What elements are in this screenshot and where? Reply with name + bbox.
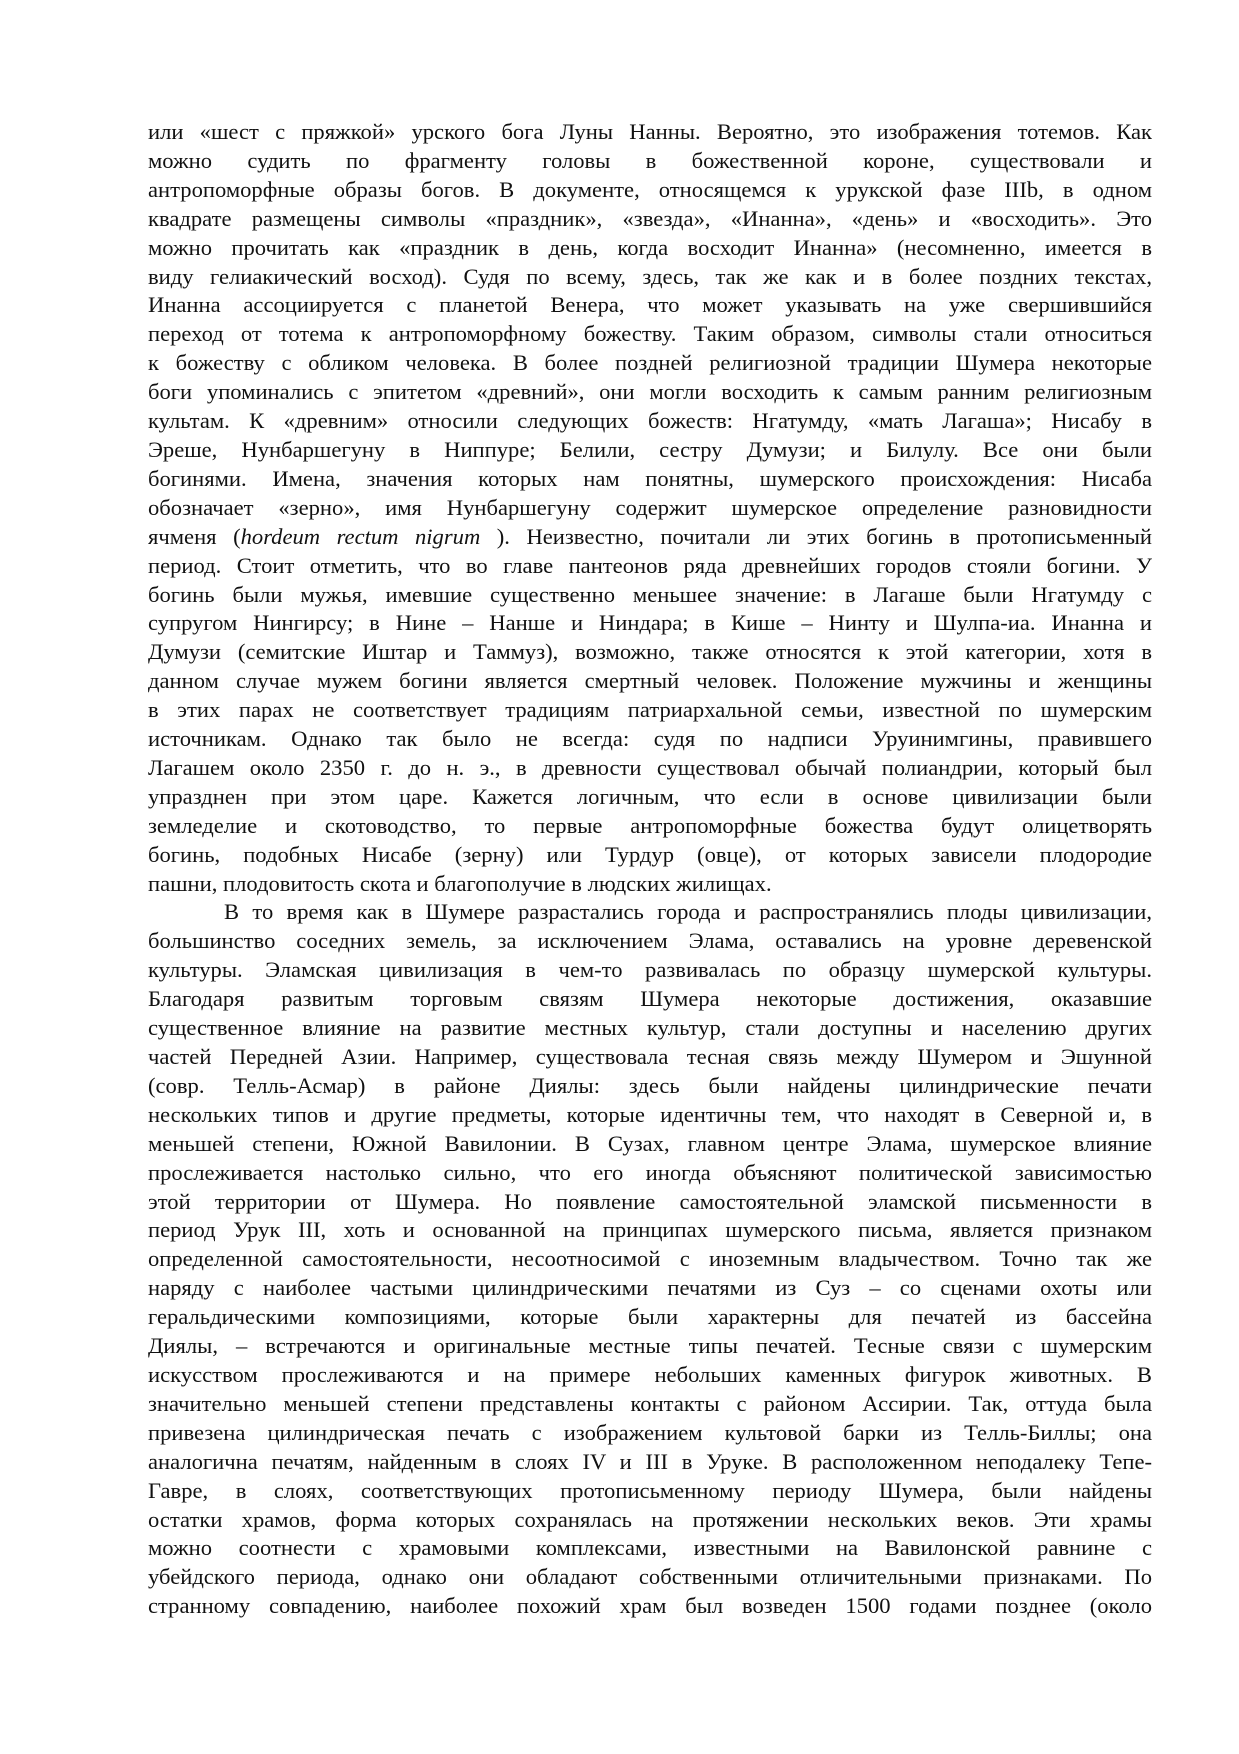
text-line: квадрате размещены символы «праздник», «звезда», «Инанна», «день» и «восходить». Это — [148, 205, 1152, 231]
text-line: геральдическими композициями, которые были характерны для печатей из бассейна — [148, 1304, 1152, 1330]
text-line: Диялы, – встречаются и оригинальные местные типы печатей. Тесные связи с шумерским — [148, 1333, 1152, 1359]
text-line: частей Передней Азии. Например, существовала тесная связь между Шумером и Эшунной — [148, 1044, 1152, 1069]
text-line: привезена цилиндрическая печать с изображением культовой барки из Телль-Биллы; она — [148, 1419, 1152, 1445]
document-page — [148, 118, 1152, 1621]
text-paragraph — [148, 898, 1152, 1621]
text-line: можно судить по фрагменту головы в божественной короне, существовали и — [148, 147, 1152, 173]
text-line: данном случае мужем богини является смертный человек. Положение мужчины и женщины — [148, 668, 1152, 694]
text-line: существенное влияние на развитие местных культур, стали доступны и населению других — [148, 1015, 1152, 1041]
text-line: В то время как в Шумере разрастались города и распространялись плоды цивилизации, — [224, 899, 1152, 925]
text-line: виду гелиакический восход). Судя по всему, здесь, так же как и в более поздних текстах, — [148, 263, 1152, 289]
text-line: значительно меньшей степени представлены контакты с районом Ассирии. Так, оттуда была — [148, 1390, 1152, 1416]
text-line: богинями. Имена, значения которых нам понятны, шумерского происхождения: Нисаба — [148, 465, 1152, 491]
text-line: упразднен при этом царе. Кажется логичным, что если в основе цивилизации были — [148, 783, 1152, 809]
text-line: в этих парах не соответствует традициям патриархальной семьи, известной по шумерским — [148, 697, 1152, 723]
text-line: убейдского периода, однако они обладают собственными отличительными признаками. По — [148, 1564, 1152, 1590]
text-line: большинство соседних земель, за исключением Элама, оставались на уровне деревенской — [148, 928, 1152, 954]
text-line: пашни, плодовитость скота и благополучие в людских жилищах. — [148, 870, 772, 896]
text-line: нескольких типов и другие предметы, которые идентичны тем, что находят в Северной и, в — [148, 1101, 1152, 1127]
text-line: ячменя (hordeum rectum nigrum ). Неизвестно, почитали ли этих богинь в протописьменный — [148, 523, 1152, 549]
text-line: период. Стоит отметить, что во главе пантеонов ряда древнейших городов стояли богини. У — [148, 552, 1152, 578]
text-line: земледелие и скотоводство, то первые антропоморфные божества будут олицетворять — [148, 812, 1152, 838]
text-paragraph — [148, 118, 1152, 898]
text-line: или «шест с пряжкой» урского бога Луны Нанны. Вероятно, это изображения тотемов. Как — [148, 119, 1152, 144]
text-line: (совр. Телль-Асмар) в районе Диялы: здесь были найдены цилиндрические печати — [148, 1072, 1152, 1098]
text-line: Лагашем около 2350 г. до н. э., в древности существовал обычай полиандрии, который был — [148, 754, 1152, 780]
text-line: аналогична печатям, найденным в слоях IV и III в Уруке. В расположенном неподалеку Тепе- — [148, 1448, 1152, 1474]
text-line: Инанна ассоциируется с планетой Венера, что может указывать на уже свершившийся — [148, 292, 1152, 318]
text-line: искусством прослеживаются и на примере небольших каменных фигурок животных. В — [148, 1361, 1152, 1387]
latin-term: hordeum rectum nigrum — [240, 523, 481, 549]
text-line: боги упоминались с эпитетом «древний», они могли восходить к самым ранним религиозным — [148, 379, 1152, 405]
text-line: можно прочитать как «праздник в день, когда восходит Инанна» (несомненно, имеется в — [148, 234, 1152, 260]
text-line: источникам. Однако так было не всегда: судя по надписи Уруинимгины, правившего — [148, 726, 1152, 752]
text-line: можно соотнести с храмовыми комплексами, известными на Вавилонской равнине с — [148, 1535, 1152, 1561]
text-line: богинь были мужья, имевшие существенно меньшее значение: в Лагаше были Нгатумду с — [148, 581, 1152, 607]
text-line: антропоморфные образы богов. В документе, относящемся к урукской фазе IIIb, в одном — [148, 176, 1152, 202]
text-line: наряду с наиболее частыми цилиндрическими печатями из Суз – со сценами охоты или — [148, 1275, 1152, 1301]
text-line: Благодаря развитым торговым связям Шумера некоторые достижения, оказавшие — [148, 986, 1152, 1012]
text-line: меньшей степени, Южной Вавилонии. В Сузах, главном центре Элама, шумерское влияние — [148, 1130, 1152, 1156]
text-line: определенной самостоятельности, несоотносимой с иноземным владычеством. Точно так же — [148, 1246, 1152, 1272]
text-line: обозначает «зерно», имя Нунбаршегуну содержит шумерское определение разновидности — [148, 494, 1152, 520]
text-line: культуры. Эламская цивилизация в чем-то развивалась по образцу шумерской культуры. — [148, 957, 1152, 983]
text-line: Думузи (семитские Иштар и Таммуз), возможно, также относятся к этой категории, хотя в — [148, 639, 1152, 665]
text-line: переход от тотема к антропоморфному божеству. Таким образом, символы стали относиться — [148, 321, 1152, 347]
text-line: остатки храмов, форма которых сохранялась на протяжении нескольких веков. Эти храмы — [148, 1506, 1152, 1532]
text-line: богинь, подобных Нисабе (зерну) или Турдур (овце), от которых зависели плодородие — [148, 841, 1152, 867]
text-line: к божеству с обликом человека. В более поздней религиозной традиции Шумера некоторые — [148, 350, 1152, 376]
text-line: период Урук III, хоть и основанной на принципах шумерского письма, является признаком — [148, 1217, 1152, 1243]
text-line: супругом Нингирсу; в Нине – Нанше и Ниндара; в Кише – Нинту и Шулпа-иа. Инанна и — [148, 610, 1152, 636]
text-line: Гавре, в слоях, соответствующих протописьменному периоду Шумера, были найдены — [148, 1477, 1152, 1503]
text-line: прослеживается настолько сильно, что его иногда объясняют политической зависимостью — [148, 1159, 1152, 1185]
text-line: культам. К «древним» относили следующих божеств: Нгатумду, «мать Лагаша»; Нисабу в — [148, 408, 1152, 434]
text-line: этой территории от Шумера. Но появление самостоятельной эламской письменности в — [148, 1188, 1152, 1214]
text-line: странному совпадению, наиболее похожий храм был возведен 1500 годами позднее (около — [148, 1593, 1152, 1619]
text-line: Эреше, Нунбаршегуну в Ниппуре; Белили, сестру Думузи; и Билулу. Все они были — [148, 436, 1152, 462]
